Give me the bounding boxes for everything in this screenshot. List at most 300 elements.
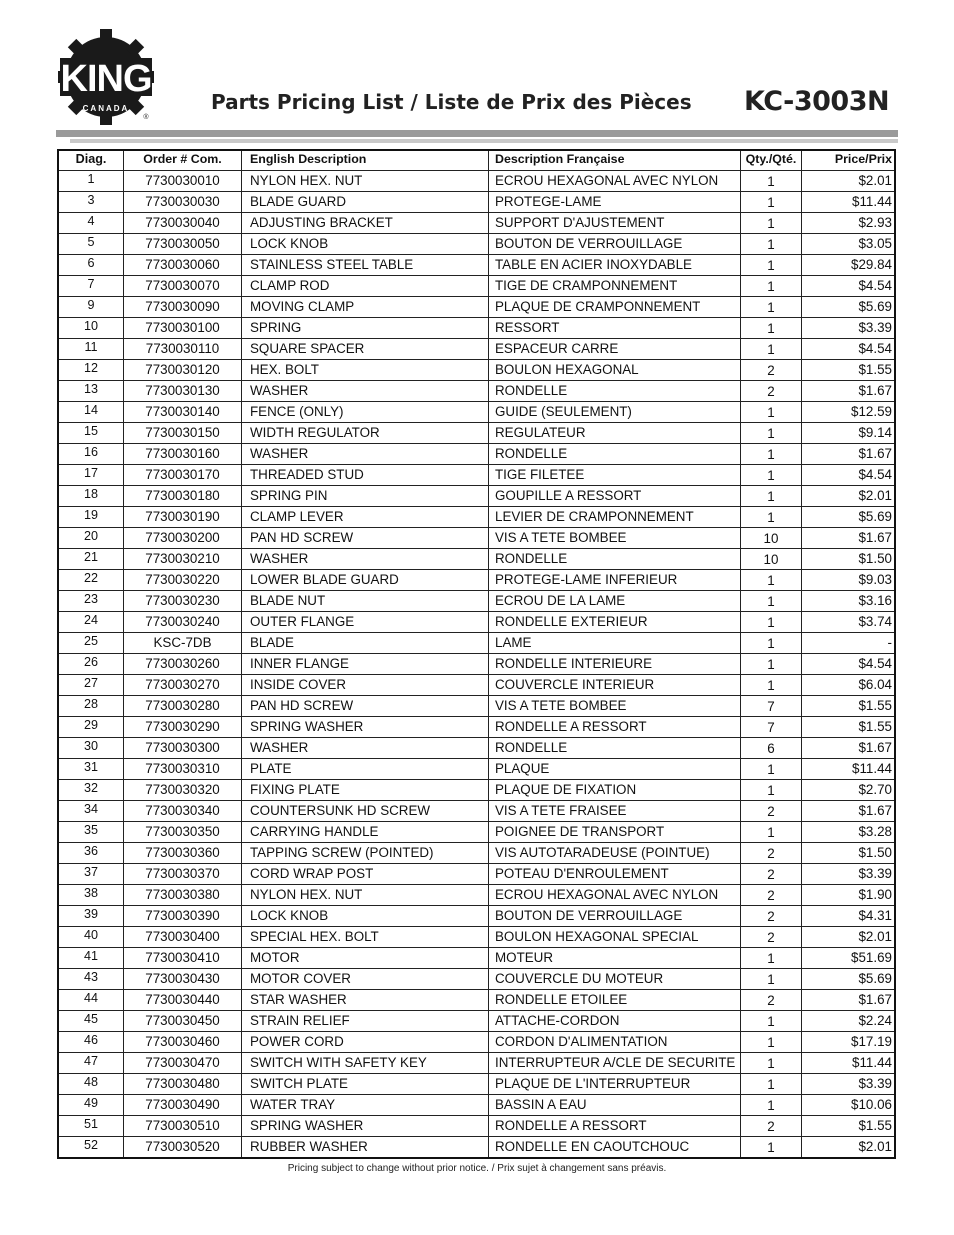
diag-cell: 36 — [58, 843, 124, 864]
quantity-cell: 1 — [741, 969, 802, 990]
price-cell: $12.59 — [802, 402, 896, 423]
price-cell: $1.67 — [802, 801, 896, 822]
quantity-cell: 7 — [741, 696, 802, 717]
diag-cell: 43 — [58, 969, 124, 990]
english-description-cell: MOVING CLAMP — [242, 297, 489, 318]
french-description-cell: RONDELLE — [489, 549, 741, 570]
table-row — [58, 675, 895, 696]
diag-cell: 40 — [58, 927, 124, 948]
order-number-cell: 7730030390 — [124, 906, 242, 927]
diag-cell: 26 — [58, 654, 124, 675]
english-description-cell: BLADE — [242, 633, 489, 654]
quantity-cell: 1 — [741, 255, 802, 276]
svg-text:®: ® — [143, 114, 149, 121]
french-description-cell: VIS AUTOTARADEUSE (POINTUE) — [489, 843, 741, 864]
english-description-cell: WATER TRAY — [242, 1095, 489, 1116]
price-cell: $11.44 — [802, 192, 896, 213]
quantity-cell: 2 — [741, 801, 802, 822]
header-divider — [56, 130, 898, 137]
quantity-cell: 1 — [741, 276, 802, 297]
price-cell: $1.55 — [802, 360, 896, 381]
order-number-cell: 7730030060 — [124, 255, 242, 276]
order-number-cell: 7730030430 — [124, 969, 242, 990]
french-description-cell: BASSIN A EAU — [489, 1095, 741, 1116]
table-row — [58, 717, 895, 738]
quantity-cell: 1 — [741, 948, 802, 969]
french-description-cell: BOULON HEXAGONAL SPECIAL — [489, 927, 741, 948]
english-description-cell: PAN HD SCREW — [242, 528, 489, 549]
price-cell: $2.01 — [802, 1137, 896, 1159]
order-number-cell: 7730030460 — [124, 1032, 242, 1053]
order-number-cell: 7730030120 — [124, 360, 242, 381]
quantity-cell: 1 — [741, 654, 802, 675]
quantity-cell: 1 — [741, 1137, 802, 1159]
table-row — [58, 885, 895, 906]
quantity-cell: 1 — [741, 1011, 802, 1032]
table-row — [58, 1011, 895, 1032]
english-description-cell: OUTER FLANGE — [242, 612, 489, 633]
table-row — [58, 402, 895, 423]
table-row — [58, 843, 895, 864]
french-description-cell: ATTACHE-CORDON — [489, 1011, 741, 1032]
english-description-cell: STAR WASHER — [242, 990, 489, 1011]
english-description-cell: NYLON HEX. NUT — [242, 171, 489, 192]
column-header-french: Description Française — [489, 150, 741, 171]
price-cell: $2.01 — [802, 927, 896, 948]
table-row — [58, 213, 895, 234]
french-description-cell: VIS A TETE FRAISEE — [489, 801, 741, 822]
table-row — [58, 339, 895, 360]
price-cell: $1.67 — [802, 528, 896, 549]
french-description-cell: TIGE DE CRAMPONNEMENT — [489, 276, 741, 297]
french-description-cell: RONDELLE — [489, 444, 741, 465]
quantity-cell: 2 — [741, 885, 802, 906]
english-description-cell: RUBBER WASHER — [242, 1137, 489, 1159]
french-description-cell: RONDELLE A RESSORT — [489, 717, 741, 738]
price-cell: $1.90 — [802, 885, 896, 906]
diag-cell: 37 — [58, 864, 124, 885]
diag-cell: 5 — [58, 234, 124, 255]
diag-cell: 32 — [58, 780, 124, 801]
price-cell: $5.69 — [802, 507, 896, 528]
table-row — [58, 927, 895, 948]
english-description-cell: COUNTERSUNK HD SCREW — [242, 801, 489, 822]
price-cell: $3.39 — [802, 318, 896, 339]
english-description-cell: CLAMP ROD — [242, 276, 489, 297]
french-description-cell: RONDELLE A RESSORT — [489, 1116, 741, 1137]
french-description-cell: COUVERCLE INTERIEUR — [489, 675, 741, 696]
order-number-cell: 7730030340 — [124, 801, 242, 822]
french-description-cell: BOUTON DE VERROUILLAGE — [489, 906, 741, 927]
order-number-cell: 7730030110 — [124, 339, 242, 360]
price-cell: $10.06 — [802, 1095, 896, 1116]
french-description-cell: LAME — [489, 633, 741, 654]
diag-cell: 48 — [58, 1074, 124, 1095]
price-cell: $3.16 — [802, 591, 896, 612]
quantity-cell: 2 — [741, 927, 802, 948]
diag-cell: 44 — [58, 990, 124, 1011]
diag-cell: 10 — [58, 318, 124, 339]
diag-cell: 20 — [58, 528, 124, 549]
quantity-cell: 1 — [741, 213, 802, 234]
order-number-cell: 7730030270 — [124, 675, 242, 696]
french-description-cell: POIGNEE DE TRANSPORT — [489, 822, 741, 843]
price-cell: $4.31 — [802, 906, 896, 927]
english-description-cell: BLADE GUARD — [242, 192, 489, 213]
english-description-cell: WASHER — [242, 738, 489, 759]
english-description-cell: SPRING WASHER — [242, 717, 489, 738]
french-description-cell: RESSORT — [489, 318, 741, 339]
english-description-cell: ADJUSTING BRACKET — [242, 213, 489, 234]
table-row — [58, 738, 895, 759]
french-description-cell: PROTEGE-LAME INFERIEUR — [489, 570, 741, 591]
column-header-qty: Qty./Qté. — [741, 150, 802, 171]
english-description-cell: WASHER — [242, 549, 489, 570]
price-cell: $11.44 — [802, 759, 896, 780]
french-description-cell: SUPPORT D'AJUSTEMENT — [489, 213, 741, 234]
french-description-cell: PLAQUE — [489, 759, 741, 780]
french-description-cell: ECROU HEXAGONAL AVEC NYLON — [489, 885, 741, 906]
order-number-cell: 7730030050 — [124, 234, 242, 255]
quantity-cell: 1 — [741, 444, 802, 465]
table-row — [58, 570, 895, 591]
quantity-cell: 1 — [741, 339, 802, 360]
french-description-cell: RONDELLE — [489, 738, 741, 759]
table-row — [58, 948, 895, 969]
french-description-cell: REGULATEUR — [489, 423, 741, 444]
diag-cell: 38 — [58, 885, 124, 906]
table-row — [58, 990, 895, 1011]
diag-cell: 15 — [58, 423, 124, 444]
french-description-cell: ECROU DE LA LAME — [489, 591, 741, 612]
price-cell: $2.01 — [802, 171, 896, 192]
table-row — [58, 696, 895, 717]
table-row — [58, 1053, 895, 1074]
english-description-cell: WASHER — [242, 444, 489, 465]
table-row — [58, 444, 895, 465]
english-description-cell: INSIDE COVER — [242, 675, 489, 696]
table-row — [58, 234, 895, 255]
order-number-cell: 7730030490 — [124, 1095, 242, 1116]
diag-cell: 31 — [58, 759, 124, 780]
quantity-cell: 1 — [741, 591, 802, 612]
diag-cell: 17 — [58, 465, 124, 486]
quantity-cell: 2 — [741, 360, 802, 381]
price-cell: $3.39 — [802, 1074, 896, 1095]
price-cell: $2.24 — [802, 1011, 896, 1032]
quantity-cell: 2 — [741, 381, 802, 402]
svg-text:KING: KING — [60, 58, 152, 100]
quantity-cell: 1 — [741, 402, 802, 423]
order-number-cell: 7730030230 — [124, 591, 242, 612]
english-description-cell: FIXING PLATE — [242, 780, 489, 801]
table-row — [58, 780, 895, 801]
diag-cell: 14 — [58, 402, 124, 423]
order-number-cell: 7730030280 — [124, 696, 242, 717]
english-description-cell: POWER CORD — [242, 1032, 489, 1053]
diag-cell: 35 — [58, 822, 124, 843]
table-row — [58, 297, 895, 318]
english-description-cell: SWITCH WITH SAFETY KEY — [242, 1053, 489, 1074]
diag-cell: 49 — [58, 1095, 124, 1116]
english-description-cell: NYLON HEX. NUT — [242, 885, 489, 906]
quantity-cell: 2 — [741, 843, 802, 864]
table-row — [58, 759, 895, 780]
order-number-cell: 7730030320 — [124, 780, 242, 801]
french-description-cell: TIGE FILETEE — [489, 465, 741, 486]
price-cell: $5.69 — [802, 969, 896, 990]
price-cell: $1.50 — [802, 549, 896, 570]
table-row — [58, 1137, 895, 1159]
english-description-cell: STRAIN RELIEF — [242, 1011, 489, 1032]
table-row — [58, 465, 895, 486]
price-cell: $4.54 — [802, 276, 896, 297]
english-description-cell: STAINLESS STEEL TABLE — [242, 255, 489, 276]
diag-cell: 29 — [58, 717, 124, 738]
model-number: KC-3003N — [744, 86, 890, 117]
order-number-cell: 7730030260 — [124, 654, 242, 675]
price-cell: $9.14 — [802, 423, 896, 444]
french-description-cell: MOTEUR — [489, 948, 741, 969]
french-description-cell: ECROU HEXAGONAL AVEC NYLON — [489, 171, 741, 192]
order-number-cell: 7730030350 — [124, 822, 242, 843]
order-number-cell: 7730030200 — [124, 528, 242, 549]
price-cell: $1.55 — [802, 717, 896, 738]
order-number-cell: 7730030400 — [124, 927, 242, 948]
quantity-cell: 1 — [741, 633, 802, 654]
diag-cell: 27 — [58, 675, 124, 696]
diag-cell: 9 — [58, 297, 124, 318]
price-cell: $2.93 — [802, 213, 896, 234]
table-row — [58, 507, 895, 528]
french-description-cell: PROTEGE-LAME — [489, 192, 741, 213]
french-description-cell: GOUPILLE A RESSORT — [489, 486, 741, 507]
quantity-cell: 10 — [741, 549, 802, 570]
english-description-cell: HEX. BOLT — [242, 360, 489, 381]
english-description-cell: SWITCH PLATE — [242, 1074, 489, 1095]
french-description-cell: PLAQUE DE CRAMPONNEMENT — [489, 297, 741, 318]
order-number-cell: 7730030220 — [124, 570, 242, 591]
price-cell: $29.84 — [802, 255, 896, 276]
quantity-cell: 1 — [741, 1074, 802, 1095]
price-cell: $5.69 — [802, 297, 896, 318]
price-cell: $2.01 — [802, 486, 896, 507]
english-description-cell: SPECIAL HEX. BOLT — [242, 927, 489, 948]
french-description-cell: INTERRUPTEUR A/CLE DE SECURITE — [489, 1053, 741, 1074]
french-description-cell: RONDELLE — [489, 381, 741, 402]
order-number-cell: 7730030130 — [124, 381, 242, 402]
order-number-cell: 7730030300 — [124, 738, 242, 759]
order-number-cell: 7730030190 — [124, 507, 242, 528]
order-number-cell: 7730030440 — [124, 990, 242, 1011]
quantity-cell: 2 — [741, 1116, 802, 1137]
diag-cell: 41 — [58, 948, 124, 969]
diag-cell: 52 — [58, 1137, 124, 1159]
french-description-cell: GUIDE (SEULEMENT) — [489, 402, 741, 423]
table-row — [58, 381, 895, 402]
diag-cell: 11 — [58, 339, 124, 360]
pricing-disclaimer: Pricing subject to change without prior notice. / Prix sujet à changement sans préavis. — [287, 1163, 667, 1174]
table-row — [58, 171, 895, 192]
french-description-cell: RONDELLE EXTERIEUR — [489, 612, 741, 633]
table-row — [58, 864, 895, 885]
svg-text:CANADA: CANADA — [82, 104, 130, 113]
order-number-cell: 7730030470 — [124, 1053, 242, 1074]
diag-cell: 6 — [58, 255, 124, 276]
table-row — [58, 906, 895, 927]
order-number-cell: 7730030150 — [124, 423, 242, 444]
english-description-cell: PLATE — [242, 759, 489, 780]
table-row — [58, 1116, 895, 1137]
header-divider-light — [70, 139, 898, 143]
english-description-cell: FENCE (ONLY) — [242, 402, 489, 423]
quantity-cell: 1 — [741, 780, 802, 801]
french-description-cell: RONDELLE INTERIEURE — [489, 654, 741, 675]
diag-cell: 46 — [58, 1032, 124, 1053]
english-description-cell: WASHER — [242, 381, 489, 402]
price-cell: $1.67 — [802, 381, 896, 402]
order-number-cell: 7730030030 — [124, 192, 242, 213]
quantity-cell: 2 — [741, 990, 802, 1011]
quantity-cell: 1 — [741, 486, 802, 507]
english-description-cell: INNER FLANGE — [242, 654, 489, 675]
quantity-cell: 1 — [741, 1095, 802, 1116]
order-number-cell: 7730030040 — [124, 213, 242, 234]
price-cell: $3.74 — [802, 612, 896, 633]
order-number-cell: 7730030090 — [124, 297, 242, 318]
price-cell: $4.54 — [802, 465, 896, 486]
english-description-cell: SPRING — [242, 318, 489, 339]
price-cell: $6.04 — [802, 675, 896, 696]
diag-cell: 51 — [58, 1116, 124, 1137]
price-cell: $3.05 — [802, 234, 896, 255]
order-number-cell: 7730030360 — [124, 843, 242, 864]
order-number-cell: 7730030380 — [124, 885, 242, 906]
king-canada-logo — [56, 27, 156, 127]
quantity-cell: 6 — [741, 738, 802, 759]
table-row — [58, 822, 895, 843]
quantity-cell: 1 — [741, 318, 802, 339]
price-cell: $17.19 — [802, 1032, 896, 1053]
french-description-cell: TABLE EN ACIER INOXYDABLE — [489, 255, 741, 276]
diag-cell: 21 — [58, 549, 124, 570]
order-number-cell: 7730030370 — [124, 864, 242, 885]
table-row — [58, 654, 895, 675]
price-cell: $1.67 — [802, 738, 896, 759]
order-number-cell: 7730030450 — [124, 1011, 242, 1032]
order-number-cell: 7730030480 — [124, 1074, 242, 1095]
price-cell: $1.55 — [802, 1116, 896, 1137]
table-row — [58, 528, 895, 549]
diag-cell: 30 — [58, 738, 124, 759]
order-number-cell: 7730030210 — [124, 549, 242, 570]
diag-cell: 12 — [58, 360, 124, 381]
english-description-cell: CARRYING HANDLE — [242, 822, 489, 843]
english-description-cell: PAN HD SCREW — [242, 696, 489, 717]
english-description-cell: SPRING WASHER — [242, 1116, 489, 1137]
price-cell: $9.03 — [802, 570, 896, 591]
diag-cell: 25 — [58, 633, 124, 654]
quantity-cell: 1 — [741, 570, 802, 591]
table-row — [58, 1032, 895, 1053]
price-cell: $3.39 — [802, 864, 896, 885]
english-description-cell: CORD WRAP POST — [242, 864, 489, 885]
quantity-cell: 1 — [741, 675, 802, 696]
order-number-cell: 7730030310 — [124, 759, 242, 780]
table-row — [58, 549, 895, 570]
french-description-cell: POTEAU D'ENROULEMENT — [489, 864, 741, 885]
price-cell: $1.67 — [802, 444, 896, 465]
table-row — [58, 1095, 895, 1116]
french-description-cell: VIS A TETE BOMBEE — [489, 528, 741, 549]
diag-cell: 23 — [58, 591, 124, 612]
french-description-cell: LEVIER DE CRAMPONNEMENT — [489, 507, 741, 528]
english-description-cell: MOTOR — [242, 948, 489, 969]
price-cell: - — [802, 633, 896, 654]
quantity-cell: 1 — [741, 612, 802, 633]
table-row — [58, 318, 895, 339]
price-cell: $2.70 — [802, 780, 896, 801]
table-row — [58, 360, 895, 381]
column-header-price: Price/Prix — [802, 150, 896, 171]
price-cell: $1.55 — [802, 696, 896, 717]
table-row — [58, 423, 895, 444]
french-description-cell: ESPACEUR CARRE — [489, 339, 741, 360]
table-row — [58, 612, 895, 633]
table-row — [58, 1074, 895, 1095]
english-description-cell: SQUARE SPACER — [242, 339, 489, 360]
price-cell: $3.28 — [802, 822, 896, 843]
diag-cell: 34 — [58, 801, 124, 822]
quantity-cell: 2 — [741, 906, 802, 927]
order-number-cell: 7730030100 — [124, 318, 242, 339]
quantity-cell: 1 — [741, 759, 802, 780]
diag-cell: 39 — [58, 906, 124, 927]
price-cell: $51.69 — [802, 948, 896, 969]
quantity-cell: 1 — [741, 465, 802, 486]
order-number-cell: 7730030180 — [124, 486, 242, 507]
quantity-cell: 1 — [741, 297, 802, 318]
table-row — [58, 276, 895, 297]
column-header-order: Order # Com. — [124, 150, 242, 171]
order-number-cell: 7730030510 — [124, 1116, 242, 1137]
diag-cell: 18 — [58, 486, 124, 507]
diag-cell: 13 — [58, 381, 124, 402]
table-row — [58, 633, 895, 654]
french-description-cell: PLAQUE DE L'INTERRUPTEUR — [489, 1074, 741, 1095]
price-cell: $4.54 — [802, 654, 896, 675]
quantity-cell: 10 — [741, 528, 802, 549]
diag-cell: 4 — [58, 213, 124, 234]
order-number-cell: 7730030160 — [124, 444, 242, 465]
english-description-cell: CLAMP LEVER — [242, 507, 489, 528]
quantity-cell: 1 — [741, 171, 802, 192]
english-description-cell: THREADED STUD — [242, 465, 489, 486]
price-cell: $4.54 — [802, 339, 896, 360]
diag-cell: 28 — [58, 696, 124, 717]
english-description-cell: LOWER BLADE GUARD — [242, 570, 489, 591]
order-number-cell: 7730030070 — [124, 276, 242, 297]
table-row — [58, 969, 895, 990]
quantity-cell: 1 — [741, 1053, 802, 1074]
table-header-row — [58, 150, 895, 171]
french-description-cell: COUVERCLE DU MOTEUR — [489, 969, 741, 990]
quantity-cell: 1 — [741, 1032, 802, 1053]
table-row — [58, 486, 895, 507]
french-description-cell: BOULON HEXAGONAL — [489, 360, 741, 381]
diag-cell: 47 — [58, 1053, 124, 1074]
quantity-cell: 7 — [741, 717, 802, 738]
